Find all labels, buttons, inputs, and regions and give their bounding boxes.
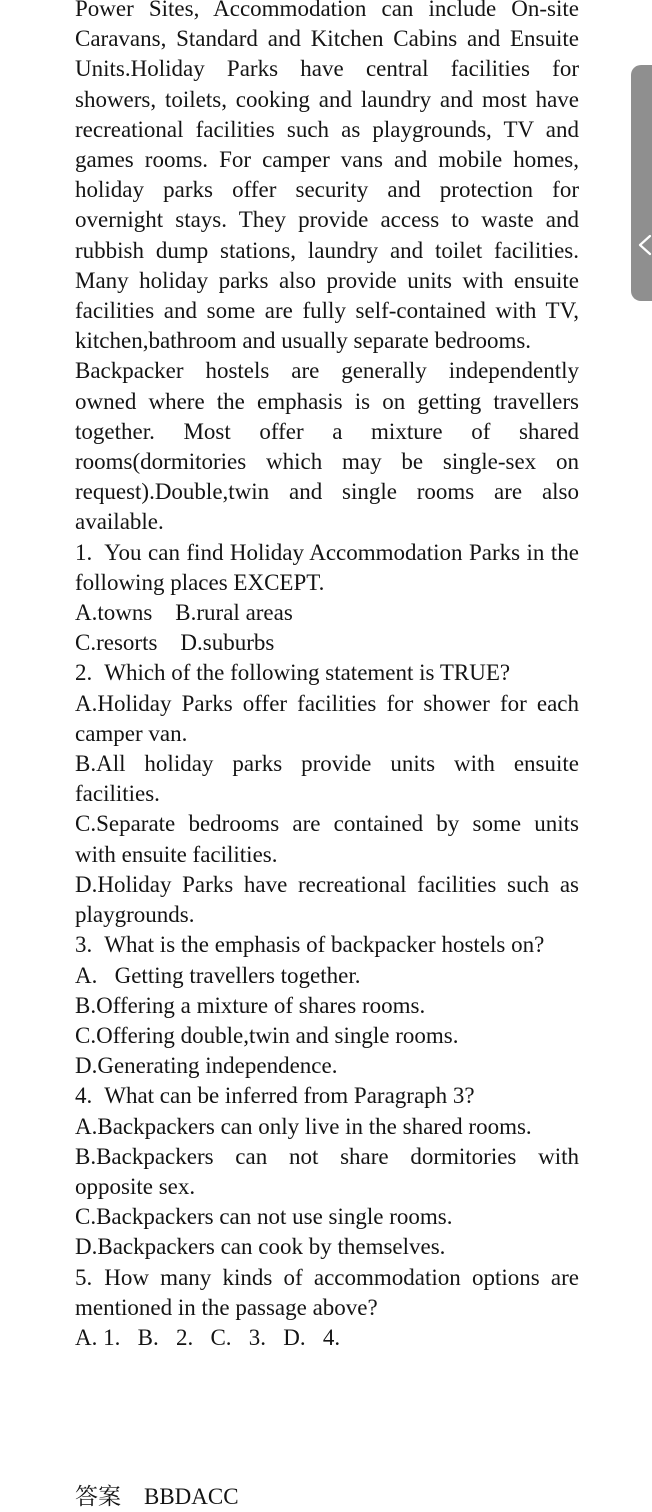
question-1-options-row-2: C.resorts D.suburbs: [75, 630, 275, 656]
question-3-option-b: B.Offering a mixture of shares rooms.: [75, 992, 426, 1018]
document-page: [75, 0, 579, 1353]
answer-key-line: 答案 BBDACC: [75, 1484, 239, 1509]
question-2-option-b: B.All holiday parks provide units with ensuite facilities.: [75, 751, 579, 807]
question-1-number: 1.: [75, 539, 93, 565]
question-2-option-d: D.Holiday Parks have recreational facilities such as playgrounds.: [75, 871, 579, 928]
question-4-option-d: D.Backpackers can cook by themselves.: [75, 1234, 446, 1260]
question-4: [75, 1081, 579, 1262]
question-3-text: What is the emphasis of backpacker hostels on?: [104, 932, 545, 958]
question-3-option-a: A. Getting travellers together.: [75, 962, 361, 988]
question-4-option-c: C.Backpackers can not use single rooms.: [75, 1204, 453, 1230]
question-5: [75, 1263, 579, 1354]
passage-paragraph-2: Backpacker hostels are generally independently owned where the emphasis is on getting travellers together. Most offer a mixture of shared rooms(dormitories which may be single-sex on request).Double,twin and single rooms are also available.: [75, 358, 579, 535]
question-2: [75, 658, 579, 930]
question-2-option-c: C.Separate bedrooms are contained by some units with ensuite facilities.: [75, 811, 579, 867]
question-3-option-c: C.Offering double,twin and single rooms.: [75, 1022, 459, 1048]
question-4-option-b: B.Backpackers can not share dormitories with opposite sex.: [75, 1143, 579, 1199]
question-3-option-d: D.Generating independence.: [75, 1053, 338, 1079]
question-1: [75, 538, 579, 659]
question-4-number: 4.: [75, 1083, 93, 1109]
question-2-option-a: A.Holiday Parks offer facilities for shower for each camper van.: [75, 690, 579, 746]
question-4-option-a: A.Backpackers can only live in the shared rooms.: [75, 1113, 532, 1139]
passage-paragraph-1: Power Sites, Accommodation can include On-site Caravans, Standard and Kitchen Cabins and Ensuite Units.Holiday Parks have central facilities for showers, toilets, cooking and laundry and most have recreational facilities such as playgrounds, TV and games rooms. For camper vans and mobile homes, holiday parks offer security and protection for overnight stays. They provide access to waste and rubbish dump stations, laundry and toilet facilities. Many holiday parks also provide units with ensuite facilities and some are fully self-contained with TV, kitchen,bathroom and usually separate bedrooms.: [75, 0, 579, 354]
question-3: [75, 930, 579, 1081]
question-1-text: You can find Holiday Accommodation Parks in the following places EXCEPT.: [75, 539, 579, 595]
question-5-number: 5.: [75, 1264, 93, 1290]
question-5-text: How many kinds of accommodation options are mentioned in the passage above?: [75, 1264, 579, 1320]
question-4-text: What can be inferred from Paragraph 3?: [104, 1083, 475, 1109]
question-3-number: 3.: [75, 932, 93, 958]
side-panel-tab[interactable]: [631, 65, 652, 301]
chevron-left-icon: [636, 234, 652, 256]
question-2-number: 2.: [75, 660, 93, 686]
question-5-options-row: A. 1. B. 2. C. 3. D. 4.: [75, 1324, 341, 1350]
question-2-text: Which of the following statement is TRUE?: [104, 660, 511, 686]
question-1-options-row-1: A.towns B.rural areas: [75, 600, 293, 626]
